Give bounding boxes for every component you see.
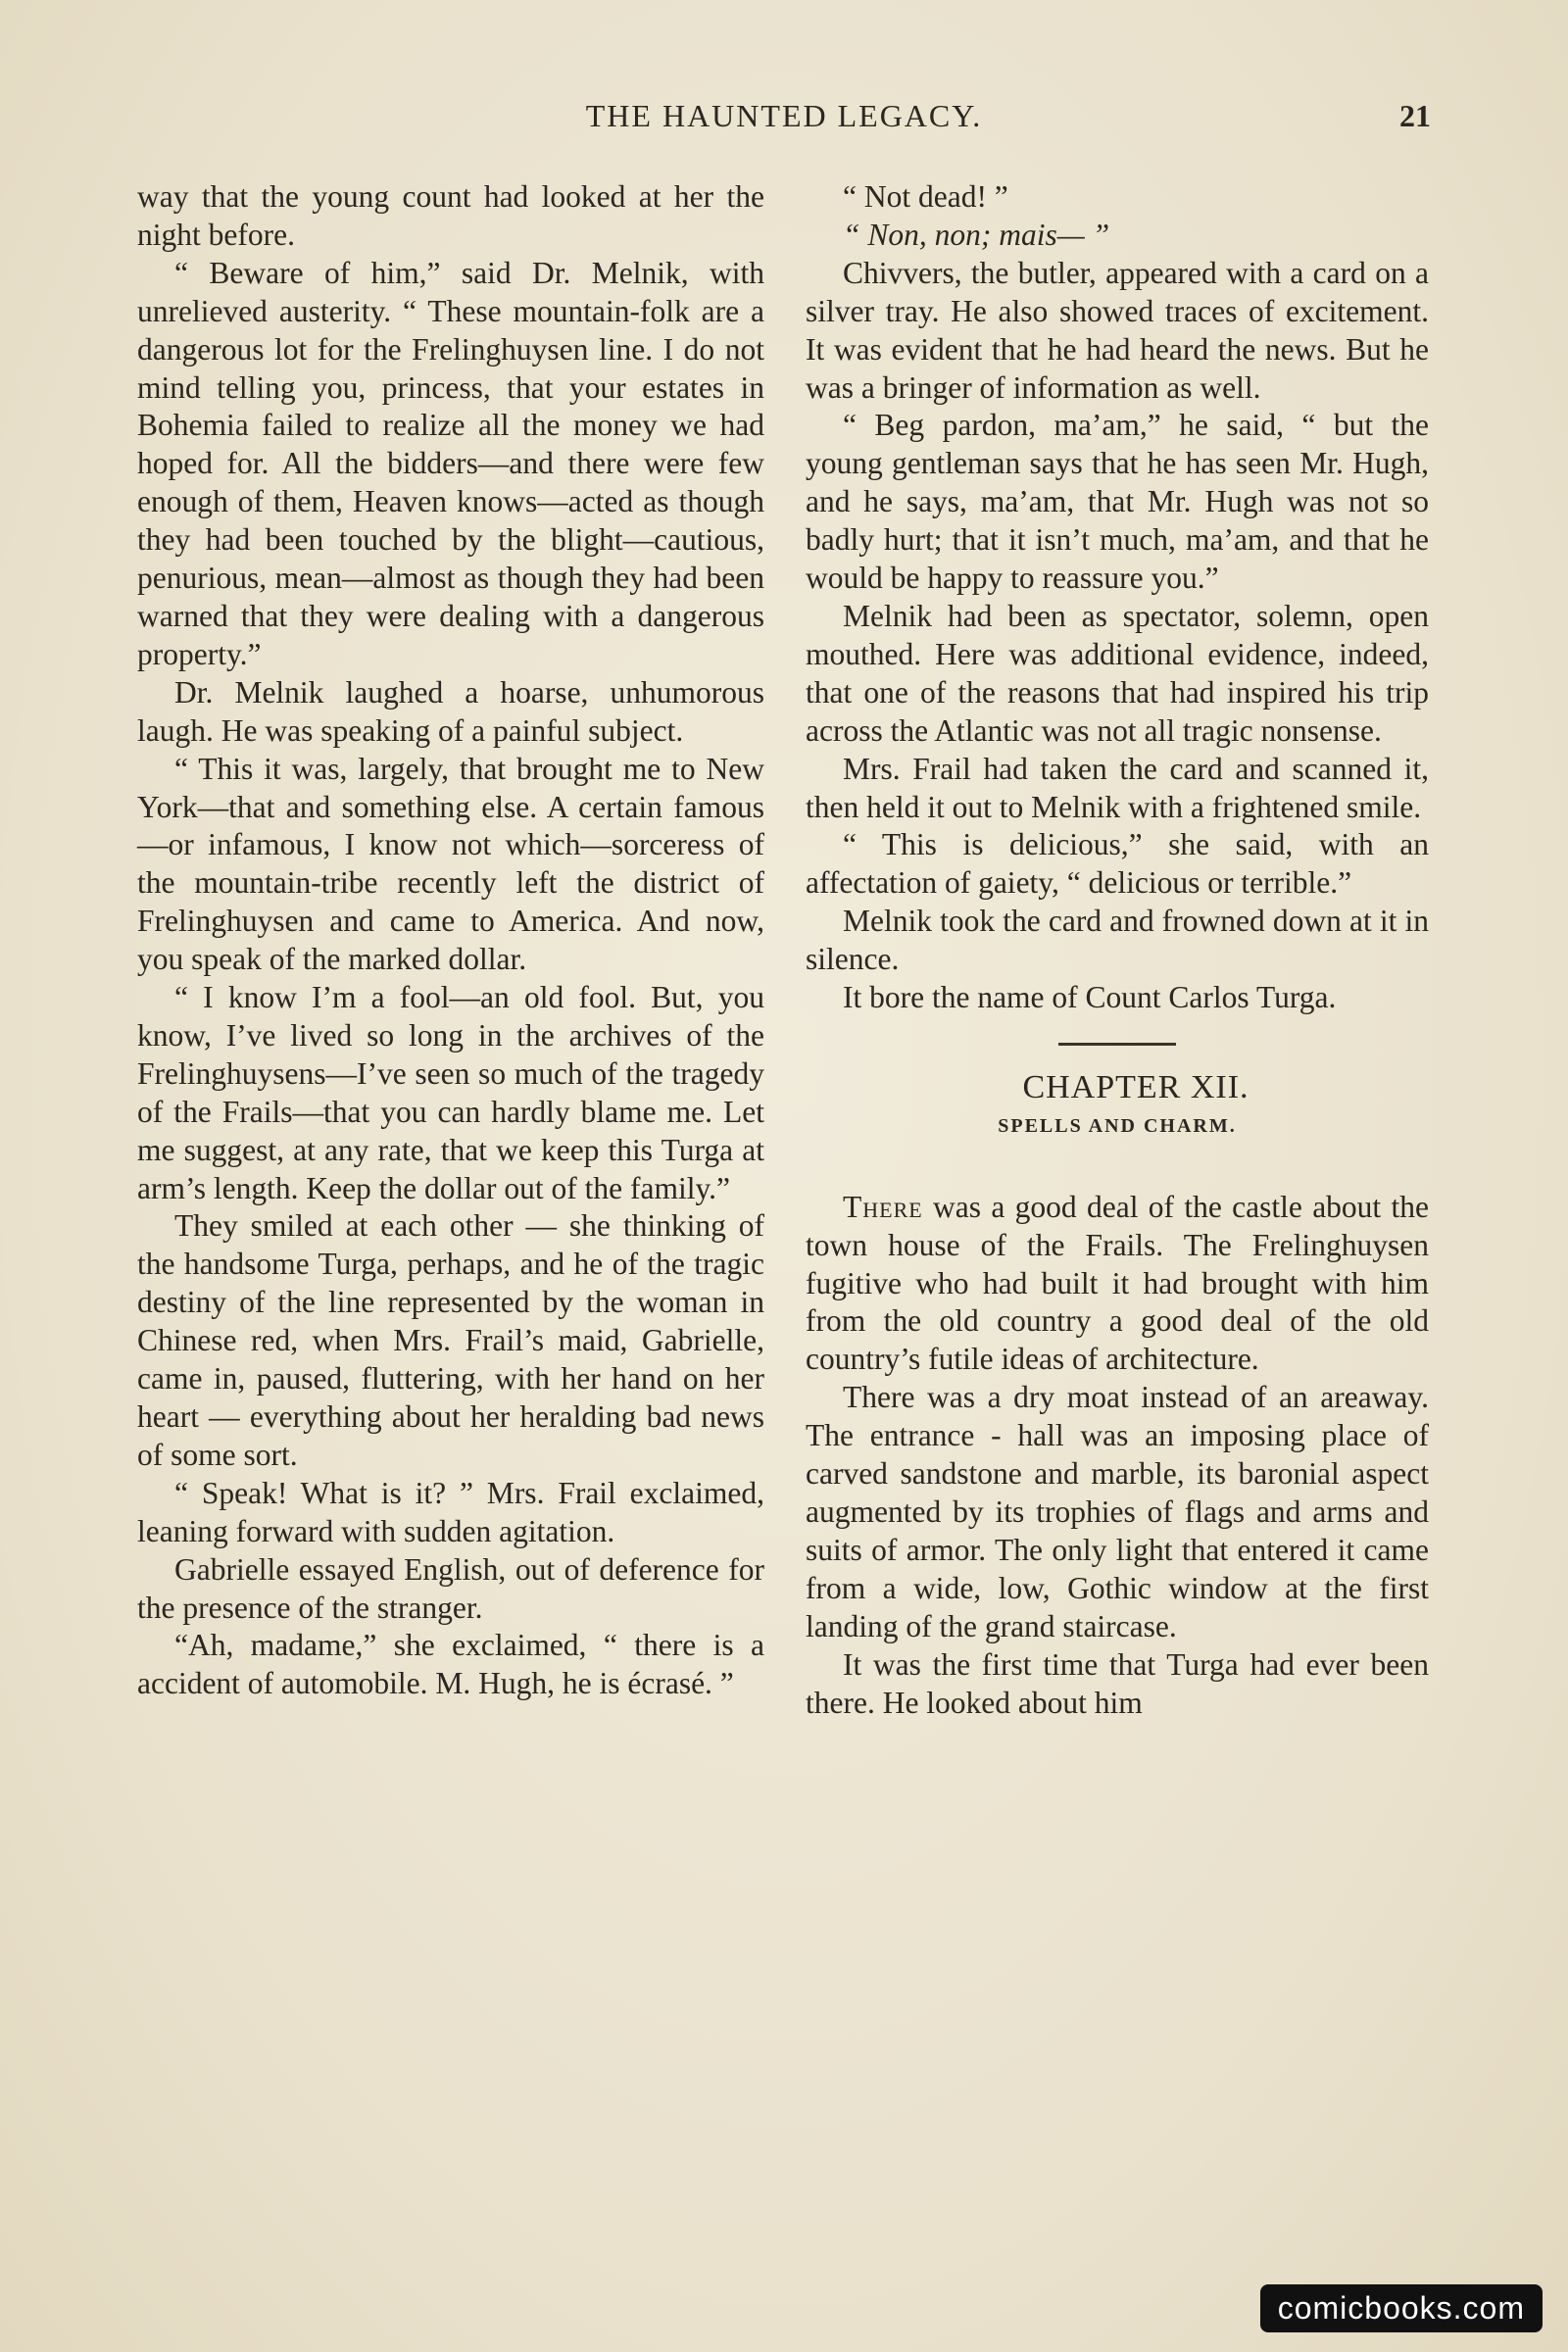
paragraph: It bore the name of Count Carlos Turga. (843, 980, 1337, 1015)
paragraph: Chivvers, the butler, appeared with a card on a silver tray. He also showed traces of excitement. It was evident that he had heard the news. But he was a bringer of information as well. (806, 255, 1429, 405)
opening-text: was a good deal of the castle about the town house of the Frails. The Frelinghuysen fugitive who had built it had brought with him from the old country a good deal of the old country’s futile ideas of architecture. (806, 1189, 1429, 1377)
paragraph: “ Beware of him,” said Dr. Melnik, with unrelieved austerity. “ These mountain-folk are a dangerous lot for the Frelinghuysen line. I do not mind telling you, princess, that your estates in Bohemia failed to realize all the money we had hoped for. All the bidders—and there were few enough of them, Heaven knows—acted as though they had been touched by the blight—cautious, penurious, mean—almost as though they had been warned that they were dealing with a dangerous property.” (137, 255, 764, 671)
paragraph: “ Speak! What is it? ” Mrs. Frail exclaimed, leaning forward with sudden agitation. (137, 1475, 764, 1548)
paragraph: “Ah, madame,” she exclaimed, “ there is a accident of automobile. M. Hugh, he is écrasé. ” (137, 1628, 764, 1701)
paragraph: “ Non, non; mais— ” (843, 217, 1110, 252)
paragraph: way that the young count had looked at her the night before. (137, 179, 764, 252)
paragraph: “ This is delicious,” she said, with an affectation of gaiety, “ delicious or terrible.” (806, 827, 1429, 901)
chapter-subtitle: SPELLS AND CHARM. (998, 1114, 1237, 1137)
paragraph: Mrs. Frail had taken the card and scanned it, then held it out to Melnik with a frightened smile. (806, 751, 1429, 824)
paragraph: “ Not dead! ” (843, 179, 1008, 214)
site-watermark: comicbooks.com (1260, 2284, 1543, 2332)
page-header (137, 98, 1431, 157)
paragraph: It was the first time that Turga had ever been there. He looked about him (806, 1646, 1429, 1720)
section-divider (1058, 1043, 1176, 1046)
paragraph: Melnik had been as spectator, solemn, open mouthed. Here was additional evidence, indeed, that one of the reasons that had inspired his trip across the Atlantic was not all tragic nonsense. (806, 598, 1429, 748)
paragraph: Dr. Melnik laughed a hoarse, unhumorous laugh. He was speaking of a painful subject. (137, 674, 764, 748)
right-column (806, 178, 1429, 1722)
paragraph: “ This it was, largely, that brought me to New York—that and something else. A certain famous—or infamous, I know not which—sorceress of the mountain-tribe recently left the district of Frelinghuysen and came to America. And now, you speak of the marked dollar. (137, 751, 764, 977)
paragraph: They smiled at each other — she thinking of the handsome Turga, perhaps, and he of the tragic destiny of the line represented by the woman in Chinese red, when Mrs. Frail’s maid, Gabrielle, came in, paused, fluttering, with her hand on her heart — everything about her heralding bad news of some sort. (137, 1208, 764, 1472)
chapter-title: CHAPTER XII. (1022, 1068, 1250, 1105)
paragraph: There was a dry moat instead of an areaway. The entrance - hall was an imposing place of carved sandstone and marble, its baronial aspect augmented by its trophies of flags and arms and suits of armor. The only light that entered it came from a wide, low, Gothic window at the first landing of the grand staircase. (806, 1380, 1429, 1643)
page-number: 21 (1399, 98, 1431, 133)
paragraph: Gabrielle essayed English, out of deference for the presence of the stranger. (137, 1551, 764, 1625)
chapter-opening-paragraph (806, 1189, 1429, 1380)
paragraph: “ Beg pardon, ma’am,” he said, “ but the young gentleman says that he has seen Mr. Hugh, and he says, ma’am, that Mr. Hugh was not so badly hurt; that it isn’t much, ma’am, and that he would be happy to reassure you.” (806, 408, 1429, 596)
paragraph: Melnik took the card and frowned down at it in silence. (806, 904, 1429, 977)
opening-word: There (843, 1189, 923, 1224)
paragraph: “ I know I’m a fool—an old fool. But, you know, I’ve lived so long in the archives of the Frelinghuysens—I’ve seen so much of the tragedy of the Frails—that you can hardly blame me. Let me suggest, at any rate, that we keep this Turga at arm’s length. Keep the dollar out of the family.” (137, 980, 764, 1205)
running-title: THE HAUNTED LEGACY. (585, 98, 983, 133)
left-column (137, 178, 764, 1703)
